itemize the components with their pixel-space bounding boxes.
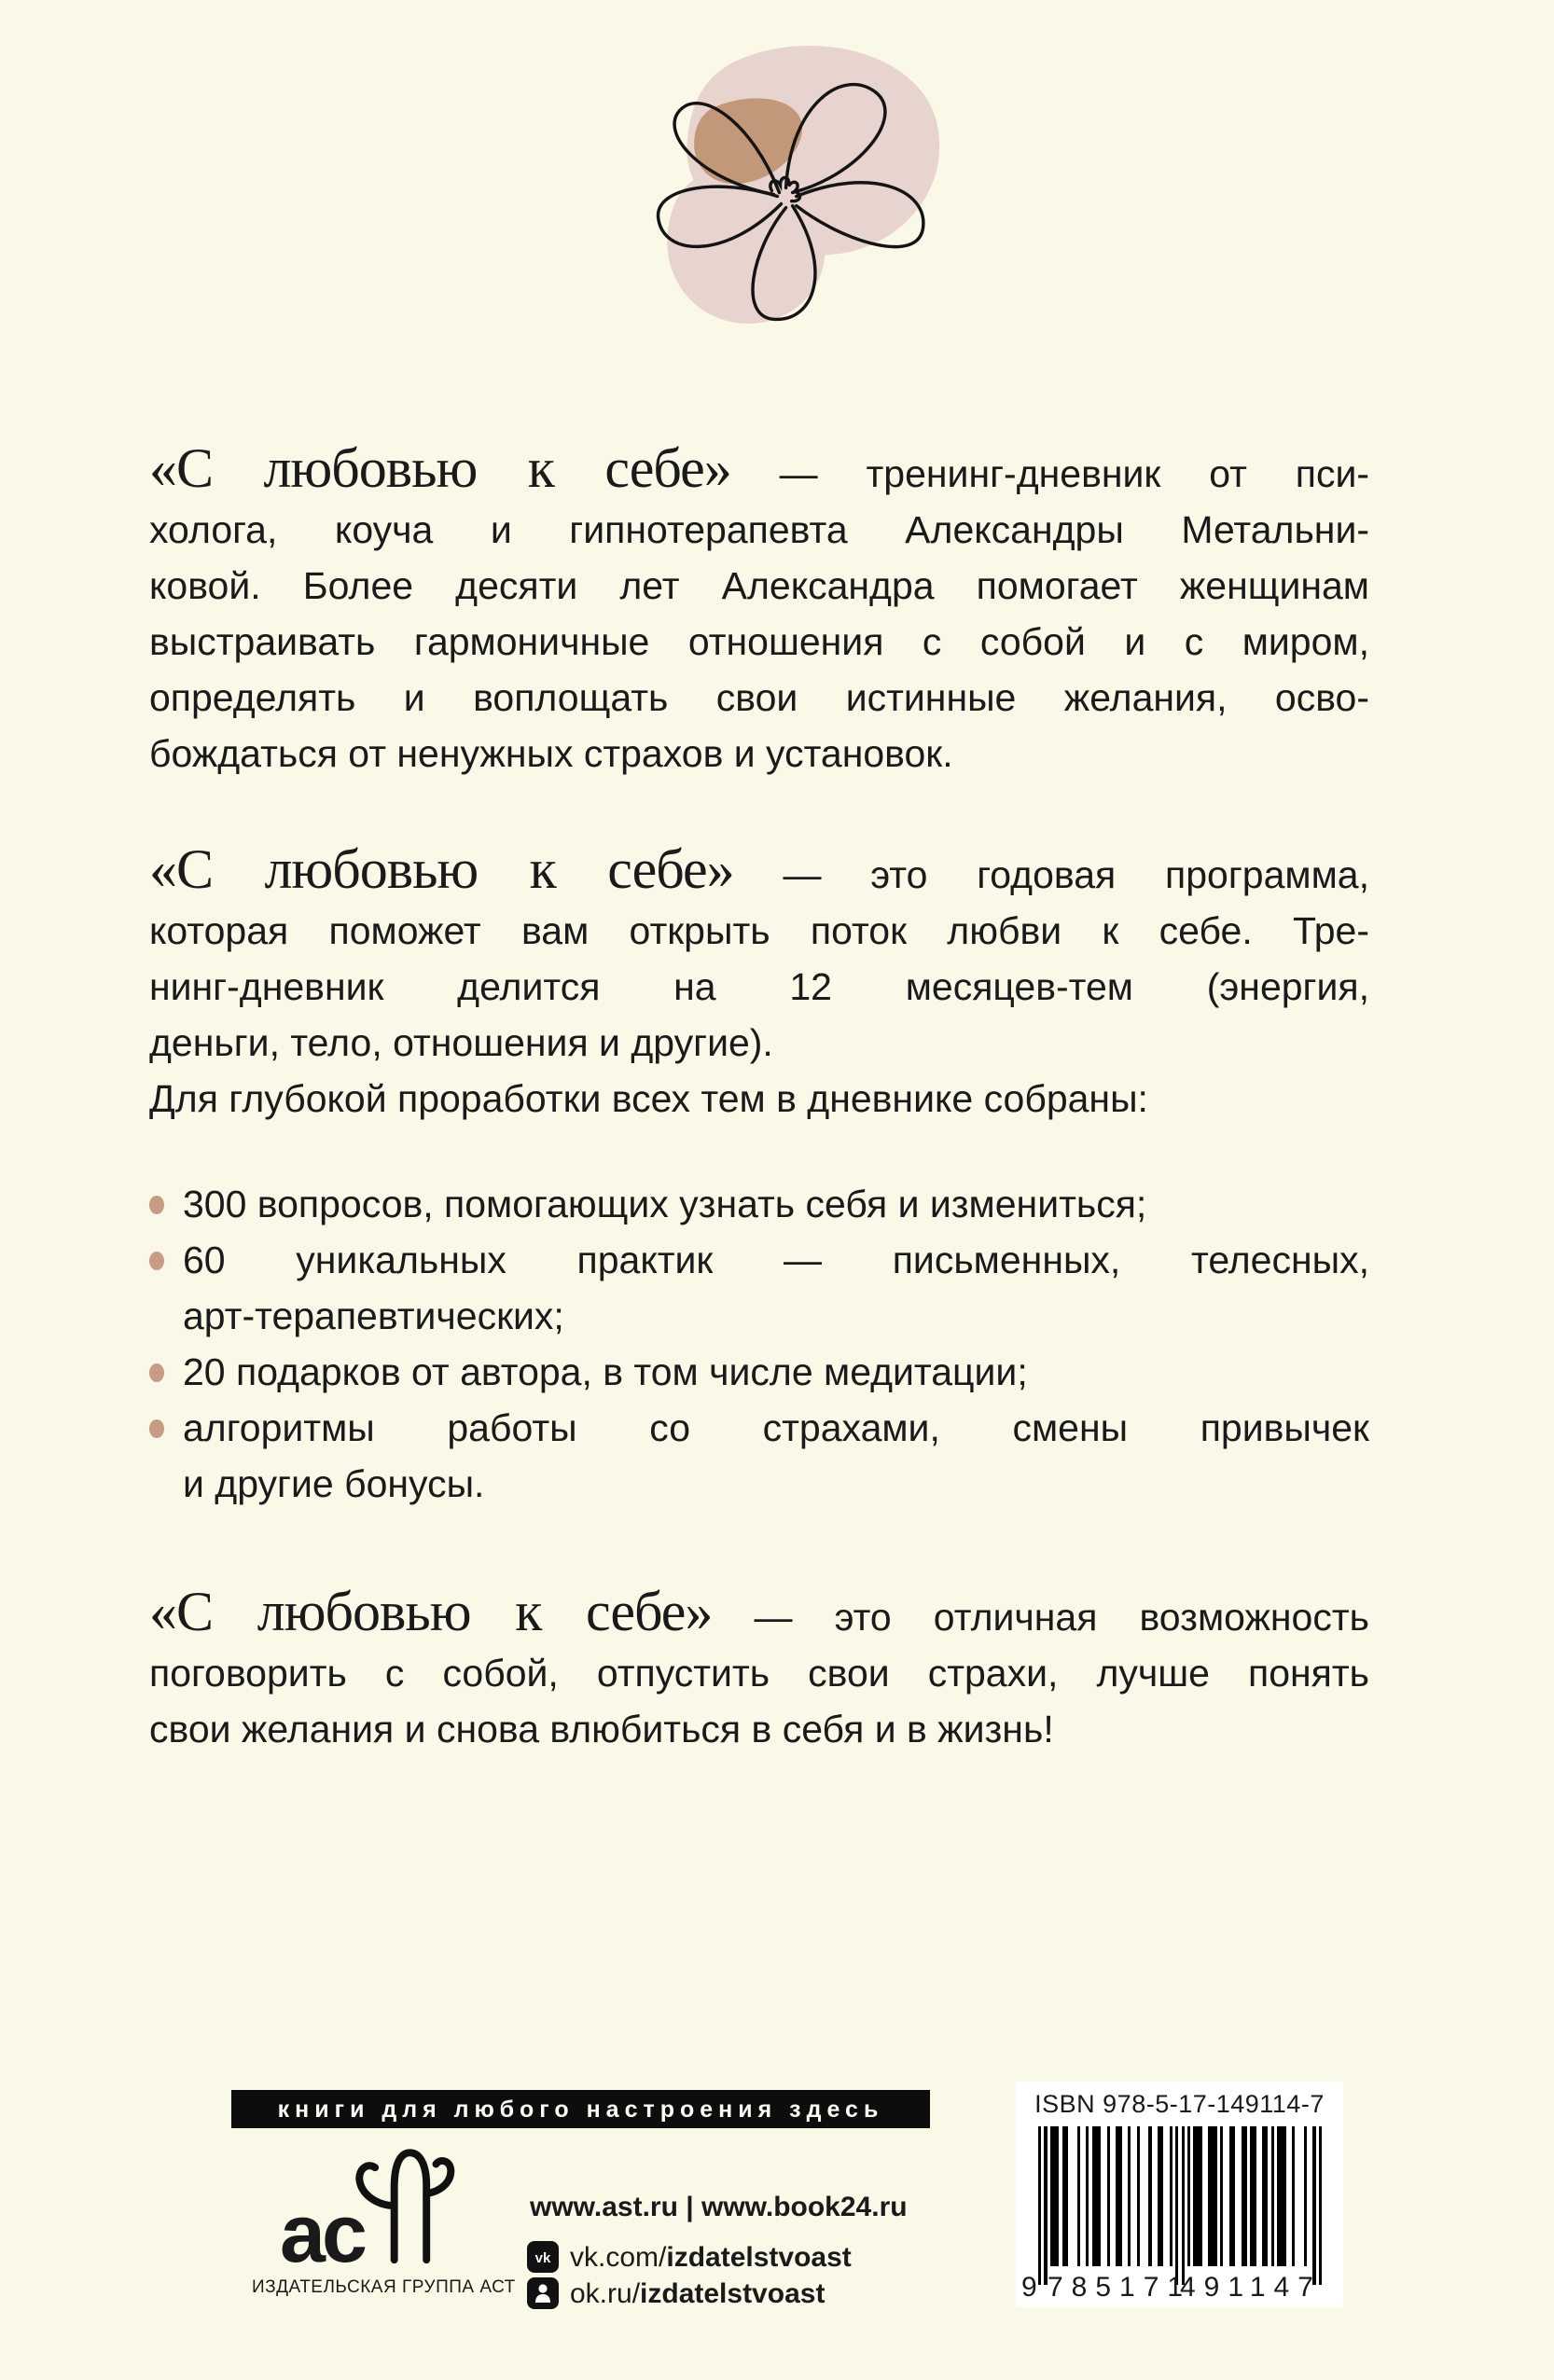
publisher-slogan-banner: книги для любого настроения здесь xyxy=(231,2090,930,2128)
list-item: алгоритмы работы со страхами, смены привычек xyxy=(149,1400,1369,1456)
barcode-digits xyxy=(1021,2272,1323,2304)
list-item: 300 вопросов, помогающих узнать себя и измениться; xyxy=(149,1176,1369,1232)
p3-line0: — это отличная возможность xyxy=(754,1596,1369,1639)
barcode-digit-group-right: 491147 xyxy=(1180,2272,1322,2303)
barcode-digit-group-left: 785171 xyxy=(1048,2272,1192,2303)
ok-icon xyxy=(527,2277,559,2309)
isbn-barcode-block xyxy=(1016,2082,1343,2307)
book-title-phrase: «С любовью к себе» xyxy=(149,437,731,499)
p3-line1: поговорить с собой, отпустить свои страхи, лучше понять xyxy=(149,1652,1369,1695)
publisher-caption: ИЗДАТЕЛЬСКАЯ ГРУППА АСТ xyxy=(252,2277,516,2297)
feature-list xyxy=(149,1176,1369,1512)
paragraph-3 xyxy=(149,1581,1369,1757)
svg-text:vk: vk xyxy=(534,2250,551,2267)
barcode-digit-first: 9 xyxy=(1021,2272,1037,2303)
vk-link-row xyxy=(527,2242,852,2275)
paragraph-2 xyxy=(149,838,1369,1127)
ast-logo xyxy=(280,2138,457,2279)
list-item: 60 уникальных практик — письменных, телесных, xyxy=(149,1232,1369,1288)
ok-url-prefix: ok.ru/ xyxy=(570,2278,641,2309)
paragraph-1 xyxy=(149,437,1370,782)
p1-line2: ковой. Более десяти лет Александра помогает женщинам xyxy=(149,564,1369,607)
p2-line0: — это годовая программа, xyxy=(783,853,1369,896)
p1-line0: — тренинг-дневник от пси- xyxy=(779,452,1370,495)
p2-line4: Для глубокой проработки всех тем в дневнике собраны: xyxy=(149,1077,1148,1120)
p1-line4: определять и воплощать свои истинные желания, осво- xyxy=(149,676,1369,719)
vk-icon xyxy=(527,2241,559,2273)
vk-url-prefix: vk.com/ xyxy=(570,2242,667,2273)
bullet-dot xyxy=(149,1252,164,1270)
p1-line3: выстраивать гармоничные отношения с собой и с миром, xyxy=(149,620,1369,663)
ok-url-handle: izdatelstvoast xyxy=(640,2278,826,2309)
bullet-dot xyxy=(149,1196,164,1214)
flower-illustration xyxy=(611,34,951,355)
bullet-dot xyxy=(149,1419,164,1438)
bullet-dot xyxy=(149,1363,164,1382)
ast-logo-text: ac xyxy=(280,2186,364,2279)
p2-line3: деньги, тело, отношения и другие). xyxy=(149,1021,773,1064)
p3-line2: свои желания и снова влюбиться в себя и в жизнь! xyxy=(149,1708,1054,1750)
isbn-number: ISBN 978-5-17-149114-7 xyxy=(1034,2090,1325,2118)
p2-line1: которая поможет вам открыть поток любви к себе. Тре- xyxy=(149,909,1369,952)
p2-line2: нинг-дневник делится на 12 месяцев-тем (энергия, xyxy=(149,965,1369,1008)
ast-logo-figure xyxy=(351,2138,455,2268)
list-item: 20 подарков от автора, в том числе медитации; xyxy=(149,1344,1369,1400)
barcode-bars xyxy=(1038,2126,1323,2287)
vk-url-handle: izdatelstvoast xyxy=(666,2242,852,2273)
list-item-continuation: арт-терапевтических; xyxy=(183,1294,564,1337)
p1-line5: бождаться от ненужных страхов и установок. xyxy=(149,732,953,775)
ok-link-row xyxy=(527,2278,825,2311)
book-title-phrase: «С любовью к себе» xyxy=(149,838,734,900)
p1-line1: холога, коуча и гипнотерапевта Александры Метальни- xyxy=(149,508,1369,551)
list-item-continuation: и другие бонусы. xyxy=(183,1462,485,1505)
publisher-websites: www.ast.ru | www.book24.ru xyxy=(530,2192,908,2222)
book-title-phrase: «С любовью к себе» xyxy=(149,1581,713,1642)
annotation-text xyxy=(149,437,1370,1757)
